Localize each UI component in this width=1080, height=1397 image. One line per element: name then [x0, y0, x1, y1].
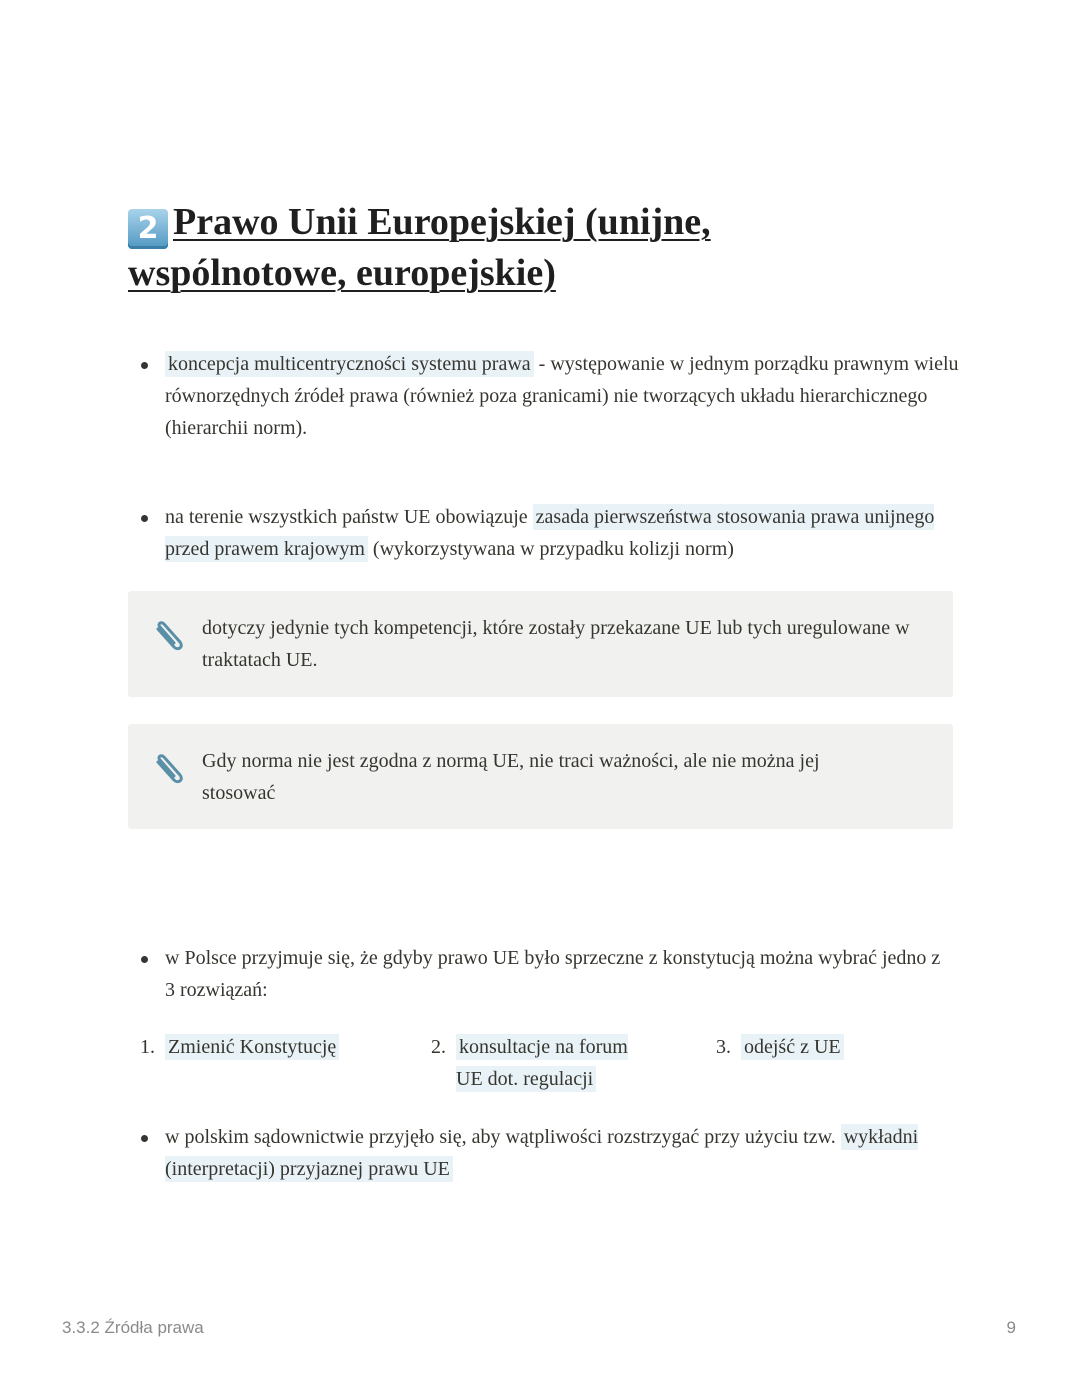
item-text: odejść z UE: [741, 1034, 844, 1060]
callout-competences: [128, 591, 953, 697]
callout-text: dotyczy jedynie tych kompetencji, które zostały przekazane UE lub tych uregulowane w traktatach UE.: [202, 617, 910, 671]
bullet-text: na terenie wszystkich państw UE obowiązuje: [165, 506, 533, 528]
bullet-multicentricity: [165, 348, 965, 444]
numbered-item-2: [431, 1031, 628, 1090]
item-text: Zmienić Konstytucję: [165, 1034, 339, 1060]
numbered-item-1: [140, 1031, 337, 1063]
bullet-poland-constitution: [165, 942, 945, 1006]
item-number: 1.: [140, 1036, 155, 1058]
callout-norm-validity: [128, 724, 953, 829]
item-number: 3.: [716, 1036, 731, 1058]
bullet-text: w Polsce przyjmuje się, że gdyby prawo UE było sprzeczne z konstytucją można wybrać jedno z 3 rozwiązań:: [165, 947, 941, 1001]
callout-text: Gdy norma nie jest zgodna z normą UE, nie traci ważności, ale nie można jej stosować: [202, 750, 820, 804]
highlight-term: wykładni (interpretacji) przyjaznej prawu UE: [165, 1126, 919, 1180]
item-text: konsultacje na forum UE dot. regulacji: [456, 1036, 628, 1090]
bullet-text: - występowanie w jednym porządku prawnym wielu równorzędnych źródeł prawa (również poza granicami) nie tworzących układu hierarchicznego (hierarchii norm).: [165, 353, 959, 439]
footer-page-number: 9: [1006, 1318, 1016, 1337]
footer-section-title: 3.3.2 Źródła prawa: [62, 1318, 204, 1337]
highlight-term: koncepcja multicentryczności systemu prawa: [165, 351, 534, 377]
heading-title: Prawo Unii Europejskiej (unijne, wspólnotowe, europejskie): [128, 201, 711, 294]
numbered-item-3: [716, 1031, 841, 1063]
bullet-text: (wykorzystywana w przypadku kolizji norm): [367, 538, 734, 560]
highlight-term: zasada pierwszeństwa stosowania prawa unijnego przed prawem krajowym: [165, 506, 935, 560]
bullet-primacy-principle: [165, 501, 955, 565]
item-number: 2.: [431, 1036, 446, 1058]
section-heading: [128, 198, 768, 298]
paperclip-icon: [150, 748, 188, 788]
paperclip-icon: [150, 615, 188, 655]
bullet-text: w polskim sądownictwie przyjęło się, aby wątpliwości rozstrzygać przy użyciu tzw.: [165, 1126, 841, 1148]
keycap-number-icon: 2: [128, 209, 168, 249]
bullet-interpretation: [165, 1121, 925, 1185]
